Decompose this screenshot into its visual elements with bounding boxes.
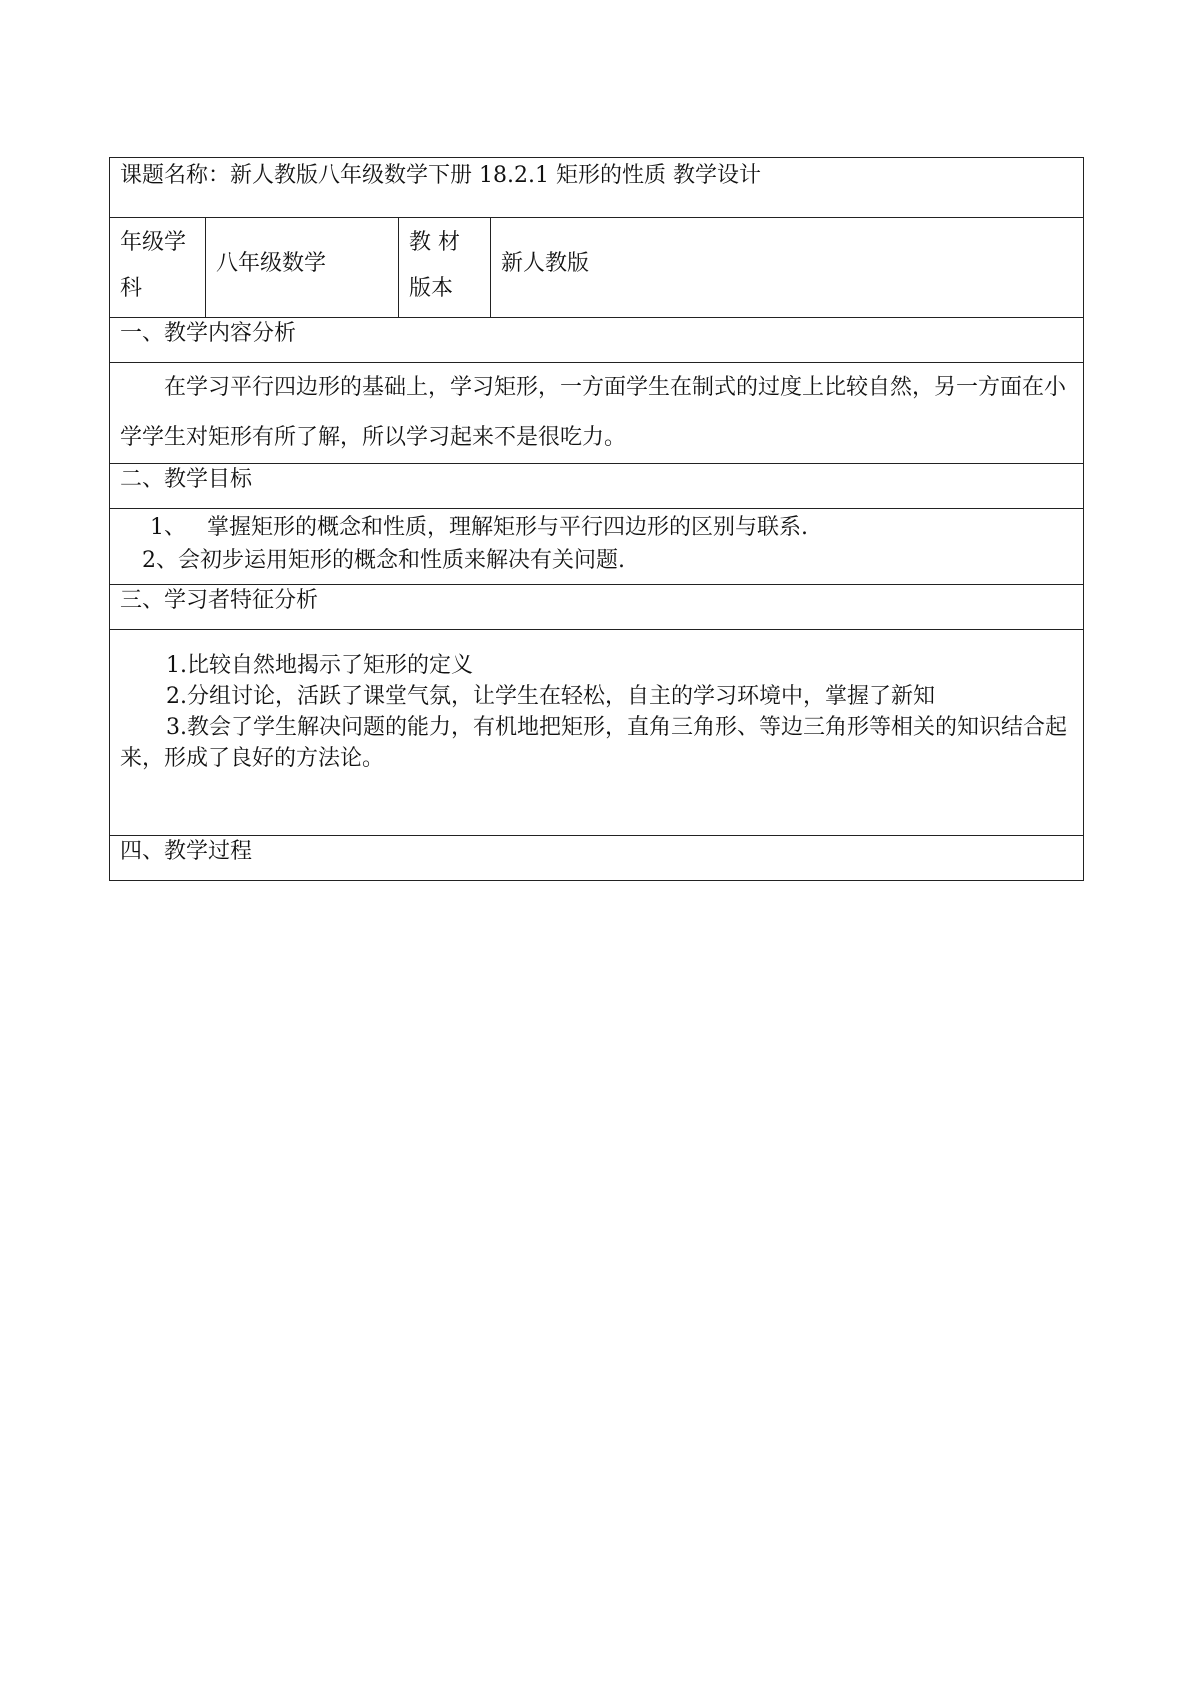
textbook-edition-label xyxy=(399,218,491,318)
section-2-heading: 二、教学目标 xyxy=(110,464,1084,509)
section-1-heading-row xyxy=(110,318,1084,363)
goal-item: 2、会初步运用矩形的概念和性质来解决有关问题. xyxy=(142,548,625,573)
section-4-heading-row xyxy=(110,836,1084,881)
section-3-heading: 三、学习者特征分析 xyxy=(110,585,1084,630)
learner-item: 2.分组讨论，活跃了课堂气氛，让学生在轻松，自主的学习环境中，掌握了新知 xyxy=(166,684,935,709)
section-3-content-cell xyxy=(110,630,1084,836)
grade-subject-label xyxy=(110,218,206,318)
textbook-edition-label-line2: 版本 xyxy=(409,276,454,301)
section-1-content-row xyxy=(110,363,1084,464)
section-1-heading: 一、教学内容分析 xyxy=(110,318,1084,363)
grade-subject-label-line1: 年级学 xyxy=(120,230,187,255)
grade-subject-label-line2: 科 xyxy=(120,276,143,301)
learner-item: 1.比较自然地揭示了矩形的定义 xyxy=(166,653,473,678)
section-1-paragraph: 在学习平行四边形的基础上，学习矩形，一方面学生在制式的过度上比较自然，另一方面在小学学生对矩形有所了解，所以学习起来不是很吃力。 xyxy=(120,375,1067,450)
grade-subject-value: 八年级数学 xyxy=(206,218,399,318)
goal-item: 1、 掌握矩形的概念和性质，理解矩形与平行四边形的区别与联系. xyxy=(150,515,808,540)
section-2-content-cell xyxy=(110,509,1084,585)
textbook-edition-label-line1: 教 材 xyxy=(409,230,460,255)
section-2-heading-row xyxy=(110,464,1084,509)
info-row xyxy=(110,218,1084,318)
section-1-content-cell xyxy=(110,363,1084,464)
learner-item: 3.教会了学生解决问题的能力，有机地把矩形，直角三角形、等边三角形等相关的知识结合起来，形成了良好的方法论。 xyxy=(120,715,1067,771)
section-3-content-row xyxy=(110,630,1084,836)
section-2-content-row xyxy=(110,509,1084,585)
title-row xyxy=(110,158,1084,218)
lesson-plan-table xyxy=(109,157,1084,881)
section-4-heading: 四、教学过程 xyxy=(110,836,1084,881)
lesson-title: 课题名称：新人教版八年级数学下册 18.2.1 矩形的性质 教学设计 xyxy=(110,158,1084,218)
textbook-edition-value: 新人教版 xyxy=(491,218,1084,318)
section-3-heading-row xyxy=(110,585,1084,630)
